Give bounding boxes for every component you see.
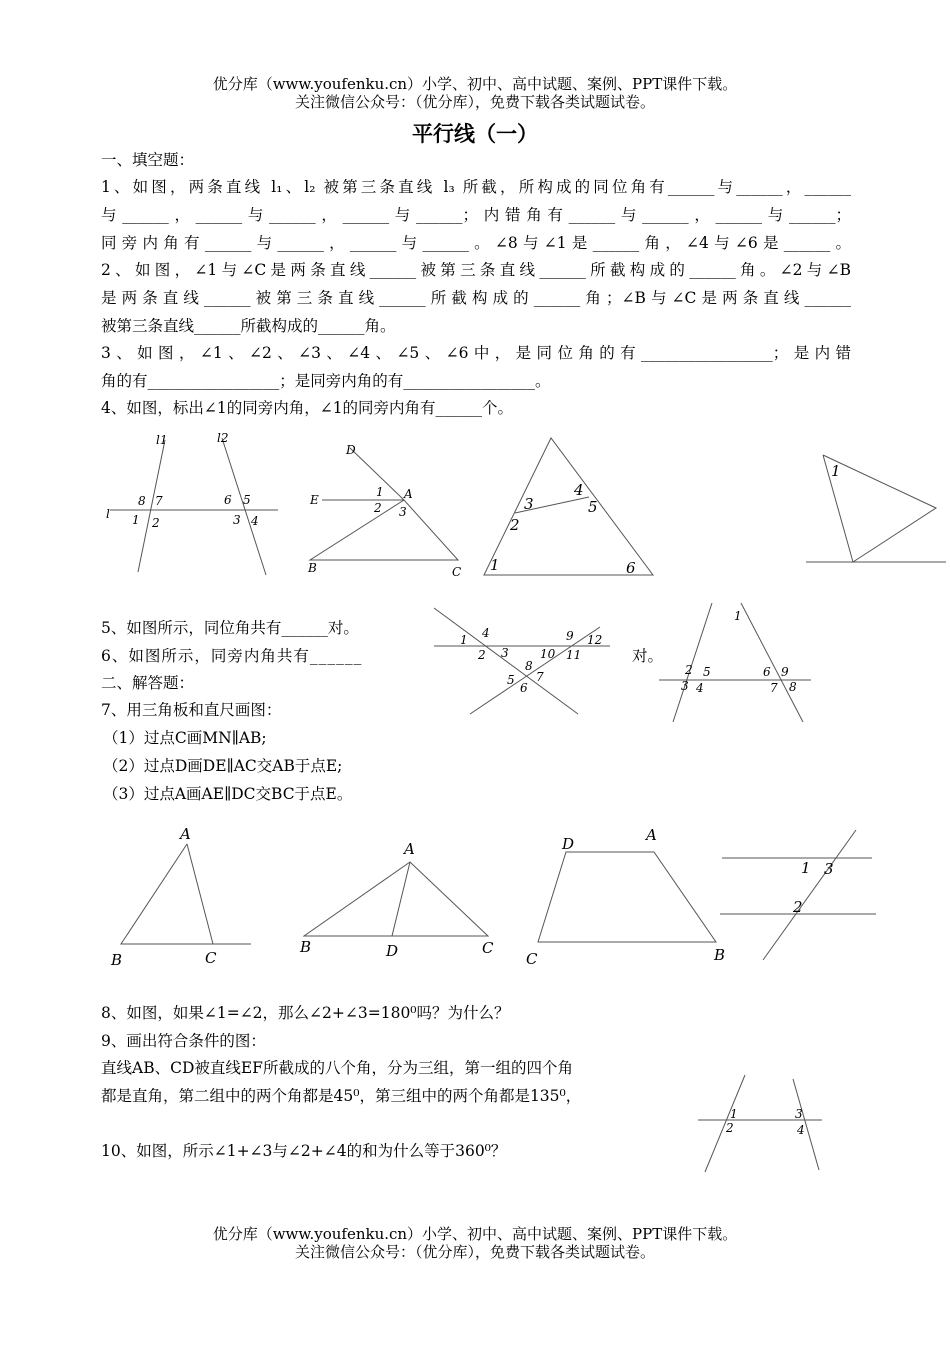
angle-3: 3: [233, 513, 241, 527]
angle-4: 4: [251, 514, 259, 528]
label-B: B: [308, 561, 317, 575]
angle-1: 1: [801, 859, 811, 877]
angle-5: 5: [243, 493, 251, 507]
figure-q3: [478, 433, 658, 583]
q9-line-2: 都是直角，第二组中的两个角都是45⁰，第三组中的两个角都是135⁰，: [101, 1087, 582, 1105]
angle-6: 6: [763, 665, 771, 679]
figure-q1: [100, 430, 285, 580]
label-A: A: [404, 840, 415, 858]
label-l2: l2: [217, 431, 229, 445]
label-D: D: [386, 942, 399, 960]
angle-2: 2: [478, 648, 486, 662]
q1-line-2: 与______，______与______，______与______；内错角有______与______，______与______；: [101, 206, 851, 224]
label-A: A: [404, 487, 413, 501]
angle-3: 3: [681, 679, 689, 693]
label-B: B: [300, 938, 312, 956]
angle-3: 3: [824, 860, 834, 878]
angle-1: 1: [490, 556, 500, 574]
q9-line-1: 直线AB、CD被直线EF所截成的八个角，分为三组，第一组的四个角: [101, 1059, 573, 1077]
q1-line-1: 1、如图，两条直线 l₁、l₂ 被第三条直线 l₃ 所截，所构成的同位角有______与______，______: [101, 178, 851, 196]
angle-2: 2: [374, 501, 382, 515]
angle-12: 12: [587, 633, 603, 647]
q3-line-1: 3、如图，∠1、∠2、∠3、∠4、∠5、∠6中，是同位角的有_________________；是内错: [101, 344, 851, 362]
section-2-heading: 二、解答题：: [101, 674, 195, 692]
label-l: l: [106, 507, 110, 521]
q6-text: 6、如图所示，同旁内角共有______: [101, 647, 363, 665]
label-C: C: [452, 565, 462, 579]
label-B: B: [714, 946, 726, 964]
figure-q4: [803, 450, 948, 570]
label-A: A: [180, 825, 191, 843]
q6-tail: 对。: [632, 647, 664, 665]
angle-2: 2: [685, 663, 693, 677]
angle-2: 2: [793, 898, 803, 916]
angle-8: 8: [525, 659, 533, 673]
angle-2: 2: [152, 516, 160, 530]
angle-4: 4: [797, 1123, 805, 1137]
angle-9: 9: [781, 665, 789, 679]
q7-step-1: （1）过点C画MN∥AB;: [103, 729, 267, 747]
label-D: D: [562, 835, 575, 853]
q5-text: 5、如图所示，同位角共有______对。: [101, 619, 359, 637]
angle-5: 5: [703, 665, 711, 679]
footer-line-1: 优分库（www.youfenku.cn）小学、初中、高中试题、案例、PPT课件下载。: [212, 1225, 738, 1243]
angle-2: 2: [726, 1121, 734, 1135]
label-C: C: [482, 939, 494, 957]
figure-q8: [718, 826, 883, 966]
figure-q5: [430, 602, 615, 720]
q7-step-3: （3）过点A画AE∥DC交BC于点E。: [103, 785, 353, 803]
angle-11: 11: [566, 648, 582, 662]
footer-line-2: 关注微信公众号：（优分库），免费下载各类试题试卷。: [294, 1243, 655, 1261]
angle-1: 1: [376, 485, 384, 499]
q1-line-3: 同旁内角有______与______，______与______。∠8与∠1是______角，∠4与∠6是______。: [101, 234, 851, 252]
angle-7: 7: [536, 670, 544, 684]
angle-4: 4: [574, 481, 584, 499]
angle-3: 3: [524, 495, 534, 513]
angle-6: 6: [520, 681, 528, 695]
q2-line-3: 被第三条直线______所截构成的______角。: [101, 317, 396, 335]
figure-q6: [655, 598, 815, 726]
q10-text: 10、如图，所示∠1+∠3与∠2+∠4的和为什么等于360⁰？: [101, 1142, 507, 1160]
label-l1: l1: [156, 433, 168, 447]
figure-q7-b: [298, 838, 508, 968]
angle-1: 1: [734, 609, 742, 623]
section-1-heading: 一、填空题：: [101, 151, 195, 169]
angle-10: 10: [540, 647, 556, 661]
angle-3: 3: [399, 505, 407, 519]
q9-title: 9、画出符合条件的图：: [101, 1032, 266, 1050]
label-E: E: [310, 493, 319, 507]
angle-9: 9: [566, 629, 574, 643]
angle-3: 3: [795, 1107, 803, 1121]
figure-q7-c: [522, 826, 732, 971]
q3-line-2: 角的有_________________；是同旁内角的有_________________。: [101, 372, 551, 390]
angle-1: 1: [730, 1107, 738, 1121]
q4-text: 4、如图，标出∠1的同旁内角，∠1的同旁内角有______个。: [101, 399, 514, 417]
angle-1: 1: [831, 462, 841, 480]
angle-6: 6: [224, 493, 232, 507]
page-title: 平行线（一）: [412, 122, 538, 146]
q7-title: 7、用三角板和直尺画图：: [101, 701, 282, 719]
label-A: A: [646, 826, 657, 844]
angle-7: 7: [770, 681, 778, 695]
angle-4: 4: [482, 626, 490, 640]
angle-1: 1: [132, 513, 140, 527]
header-line-2: 关注微信公众号：（优分库），免费下载各类试题试卷。: [294, 93, 655, 111]
angle-1: 1: [460, 633, 468, 647]
q8-text: 8、如图，如果∠1=∠2，那么∠2+∠3=180⁰吗？为什么？: [101, 1004, 510, 1022]
header-line-1: 优分库（www.youfenku.cn）小学、初中、高中试题、案例、PPT课件下载。: [212, 75, 738, 93]
q2-line-2: 是两条直线______被第三条直线______所截构成的______角；∠B与∠C是两条直线______: [101, 289, 851, 307]
figure-q2: [300, 440, 470, 580]
figure-q10: [695, 1072, 825, 1177]
angle-8: 8: [138, 494, 146, 508]
label-C: C: [205, 949, 217, 967]
label-D: D: [346, 443, 356, 457]
label-C: C: [526, 950, 538, 968]
angle-7: 7: [155, 494, 163, 508]
angle-4: 4: [696, 681, 704, 695]
angle-3: 3: [501, 646, 509, 660]
angle-8: 8: [789, 680, 797, 694]
q2-line-1: 2、如图，∠1与∠C是两条直线______被第三条直线______所截构成的______角。∠2与∠B: [101, 261, 851, 279]
figure-q7-a: [105, 822, 260, 972]
label-B: B: [111, 951, 123, 969]
q7-step-2: （2）过点D画DE∥AC交AB于点E;: [103, 757, 343, 775]
angle-2: 2: [510, 516, 520, 534]
angle-6: 6: [626, 559, 636, 577]
angle-5: 5: [507, 673, 515, 687]
angle-5: 5: [588, 498, 598, 516]
